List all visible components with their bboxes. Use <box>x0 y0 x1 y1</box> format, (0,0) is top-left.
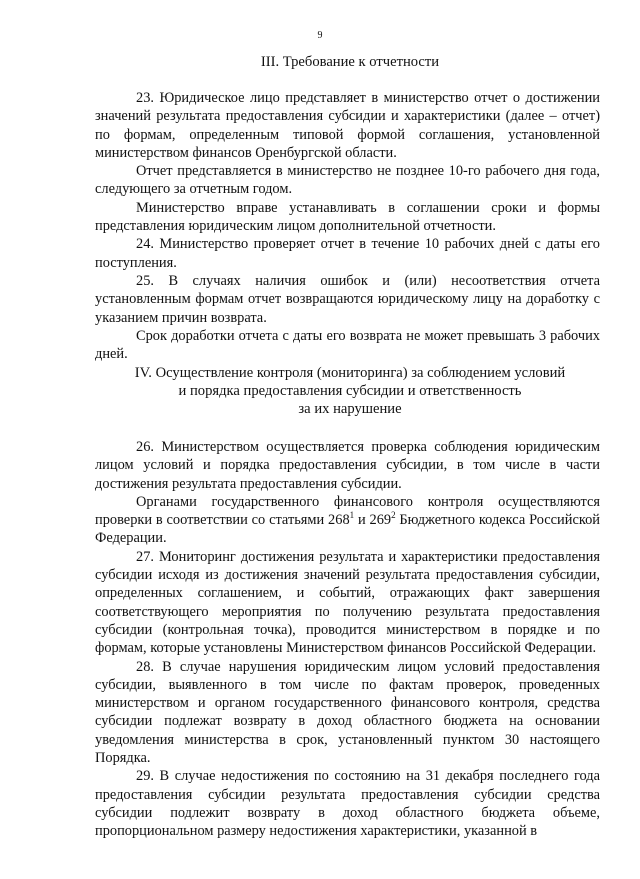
section-4-heading-line-3: за их нарушение <box>298 401 402 418</box>
paragraph-29: 29. В случае недостижения по состоянию на 31 декабря последнего года предоставления субсидии результата предоставления субсидии средства субсидии подлежит возврату в доход областного бюджета объеме, пропорциональном размеру недостижения характеристики, указанной в <box>95 768 600 840</box>
paragraph-28: 28. В случае нарушения юридическим лицом условий предоставления субсидии, выявленного в том числе по фактам проверок, проведенных министерством и органом государственного финансового контроля, средства субсидии подлежат возврату в доход областного бюджета на основании уведомления министерства в срок, установленный пунктом 30 настоящего Порядка. <box>95 658 600 767</box>
financial-control-text-1: Органами государственного финансового контроля осуществляются проверки в соответствии со статьями 268 <box>95 493 600 529</box>
paragraph-26: 26. Министерством осуществляется проверка соблюдения юридическим лицом условий и порядка предоставления субсидии, в том числе в части достижения результата предоставления субсидии. <box>95 439 600 492</box>
paragraph-revision-term: Срок доработки отчета с даты его возврата не может превышать 3 рабочих дней. <box>95 327 600 363</box>
page-number: 9 <box>317 30 323 41</box>
footnote-marker-1: 1 <box>349 510 355 521</box>
paragraph-financial-control <box>95 493 600 548</box>
paragraph-24: 24. Министерство проверяет отчет в течение 10 рабочих дней с даты его поступления. <box>95 236 600 271</box>
section-4-heading-line-1: IV. Осуществление контроля (мониторинга) за соблюдением условий <box>134 365 566 381</box>
financial-control-text-2: и 269 <box>354 512 392 529</box>
paragraph-23: 23. Юридическое лицо представляет в министерство отчет о достижении значений результата предоставления субсидии и характеристики (далее – отчет) по формам, определенным типовой формой соглашения, установленной министерством финансов Оренбургской области. <box>95 90 600 161</box>
paragraph-additional-reporting: Министерство вправе устанавливать в соглашении сроки и формы представления юридическим лицом дополнительной отчетности. <box>95 199 600 235</box>
footnote-marker-2: 2 <box>391 510 396 521</box>
section-4-body <box>95 438 600 841</box>
paragraph-27: 27. Мониторинг достижения результата и характеристики предоставления субсидии исходя из достижения значений результата предоставления субсидии, определенных соглашением, и событий, отражающих факт завершения соответствующего мероприятия по получению результата предоставления субсидии (контрольная точка), проводится министерством в порядке и по формам, которые установлены Министерством финансов Российской Федерации. <box>95 548 600 657</box>
section-3-heading-line: III. Требование к отчетности <box>260 54 440 70</box>
section-4-heading-line-2: и порядка предоставления субсидии и ответственность <box>178 383 522 400</box>
section-3-body <box>95 89 600 363</box>
section-3-heading <box>100 53 600 71</box>
financial-control-text-3: Бюджетного кодекса Российской Федерации. <box>95 512 600 547</box>
paragraph-report-deadline: Отчет представляется в министерство не позднее 10-го рабочего дня года, следующего за отчетным годом. <box>95 163 600 198</box>
paragraph-25: 25. В случаях наличия ошибок и (или) несоответствия отчета установленным формам отчет возвращаются юридическому лицу на доработку с указанием причин возврата. <box>95 272 600 326</box>
section-4-heading <box>100 364 600 419</box>
